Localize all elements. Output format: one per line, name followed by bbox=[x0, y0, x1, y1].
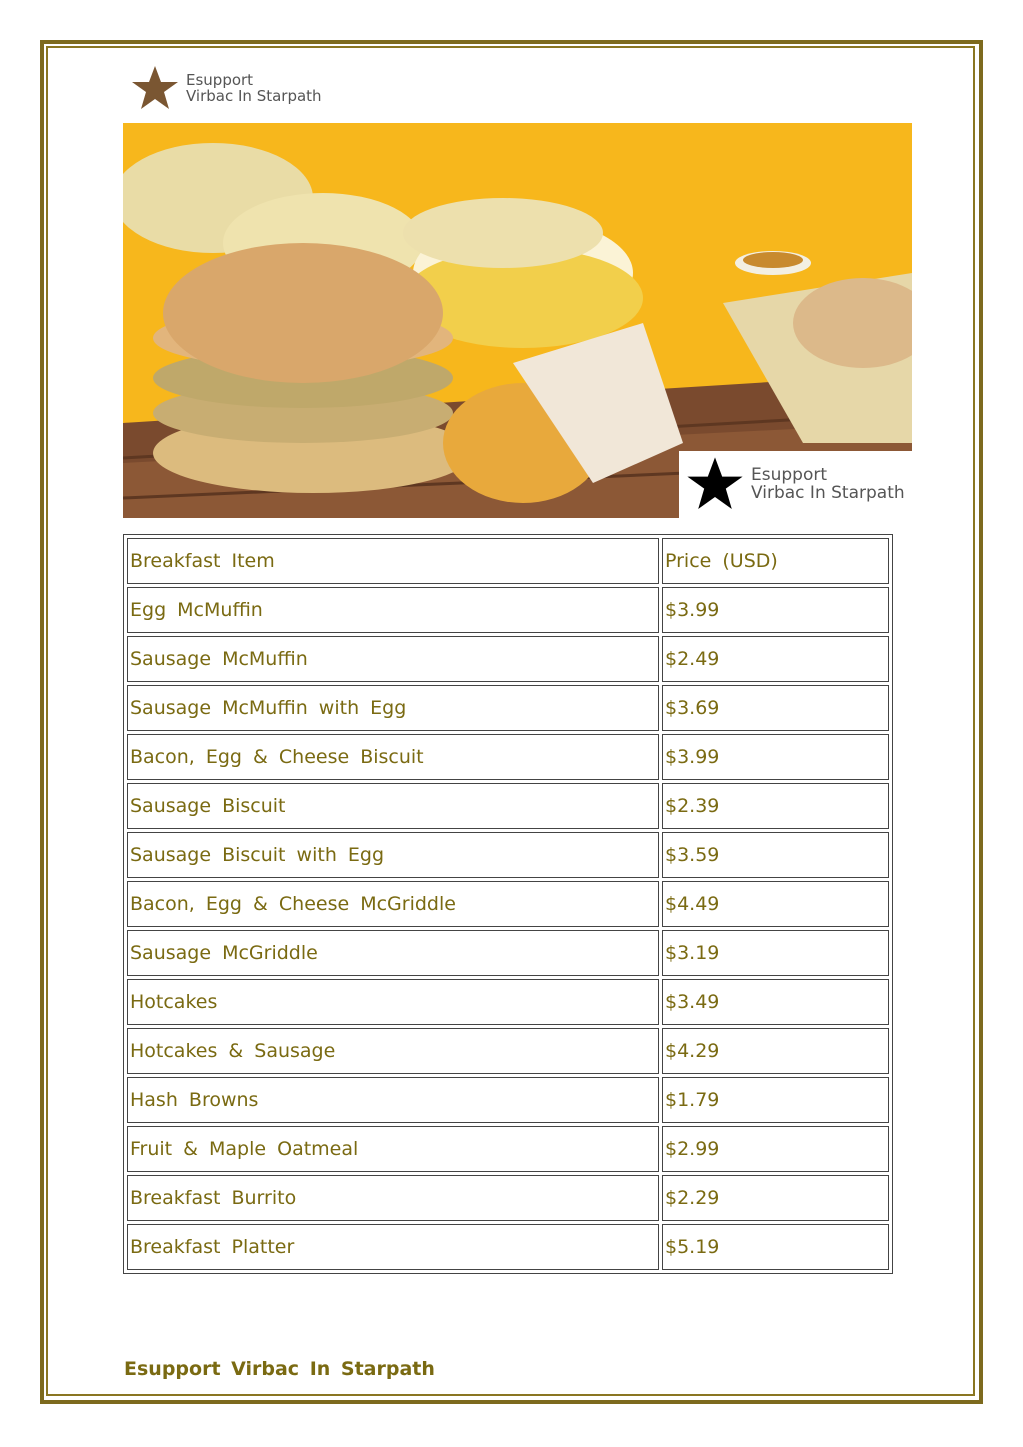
price-cell: $4.29 bbox=[662, 1028, 889, 1074]
header-price: Price (USD) bbox=[662, 538, 889, 584]
item-cell: Hash Browns bbox=[127, 1077, 659, 1123]
item-cell: Bacon, Egg & Cheese Biscuit bbox=[127, 734, 659, 780]
menu-price-table bbox=[123, 534, 893, 1274]
item-cell: Sausage McMuffin bbox=[127, 636, 659, 682]
price-cell: $3.49 bbox=[662, 979, 889, 1025]
table-row bbox=[127, 636, 889, 682]
star-icon bbox=[685, 455, 745, 515]
table-row bbox=[127, 1175, 889, 1221]
item-cell: Hotcakes & Sausage bbox=[127, 1028, 659, 1074]
table-row bbox=[127, 1077, 889, 1123]
item-cell: Sausage McGriddle bbox=[127, 930, 659, 976]
table-row bbox=[127, 734, 889, 780]
item-cell: Sausage Biscuit bbox=[127, 783, 659, 829]
table-row bbox=[127, 783, 889, 829]
price-cell: $3.19 bbox=[662, 930, 889, 976]
price-cell: $1.79 bbox=[662, 1077, 889, 1123]
item-cell: Sausage Biscuit with Egg bbox=[127, 832, 659, 878]
star-icon bbox=[130, 64, 180, 114]
hero-watermark-line1: Esupport bbox=[751, 464, 828, 485]
hero-watermark bbox=[679, 451, 912, 518]
table-row bbox=[127, 1224, 889, 1270]
price-cell: $3.69 bbox=[662, 685, 889, 731]
table-row bbox=[127, 832, 889, 878]
brand-logo bbox=[130, 64, 322, 114]
price-cell: $2.49 bbox=[662, 636, 889, 682]
item-cell: Bacon, Egg & Cheese McGriddle bbox=[127, 881, 659, 927]
item-cell: Hotcakes bbox=[127, 979, 659, 1025]
price-cell: $2.99 bbox=[662, 1126, 889, 1172]
price-cell: $3.99 bbox=[662, 734, 889, 780]
table-row bbox=[127, 930, 889, 976]
price-cell: $3.59 bbox=[662, 832, 889, 878]
footer-brand-text: Esupport Virbac In Starpath bbox=[124, 1358, 435, 1380]
item-cell: Fruit & Maple Oatmeal bbox=[127, 1126, 659, 1172]
brand-line1: Esupport bbox=[186, 71, 254, 90]
price-cell: $2.39 bbox=[662, 783, 889, 829]
item-cell: Breakfast Burrito bbox=[127, 1175, 659, 1221]
price-cell: $2.29 bbox=[662, 1175, 889, 1221]
price-cell: $3.99 bbox=[662, 587, 889, 633]
table-row bbox=[127, 1126, 889, 1172]
hero-image bbox=[123, 123, 912, 518]
table-row bbox=[127, 979, 889, 1025]
brand-line2: Virbac In Starpath bbox=[186, 87, 322, 105]
brand-text bbox=[186, 73, 322, 105]
item-cell: Breakfast Platter bbox=[127, 1224, 659, 1270]
price-cell: $5.19 bbox=[662, 1224, 889, 1270]
table-row bbox=[127, 1028, 889, 1074]
item-cell: Sausage McMuffin with Egg bbox=[127, 685, 659, 731]
price-cell: $4.49 bbox=[662, 881, 889, 927]
hero-watermark-line2: Virbac In Starpath bbox=[751, 482, 905, 503]
table-row bbox=[127, 881, 889, 927]
table-header-row bbox=[127, 538, 889, 584]
table-row bbox=[127, 685, 889, 731]
table-row bbox=[127, 587, 889, 633]
header-breakfast-item: Breakfast Item bbox=[127, 538, 659, 584]
item-cell: Egg McMuffin bbox=[127, 587, 659, 633]
